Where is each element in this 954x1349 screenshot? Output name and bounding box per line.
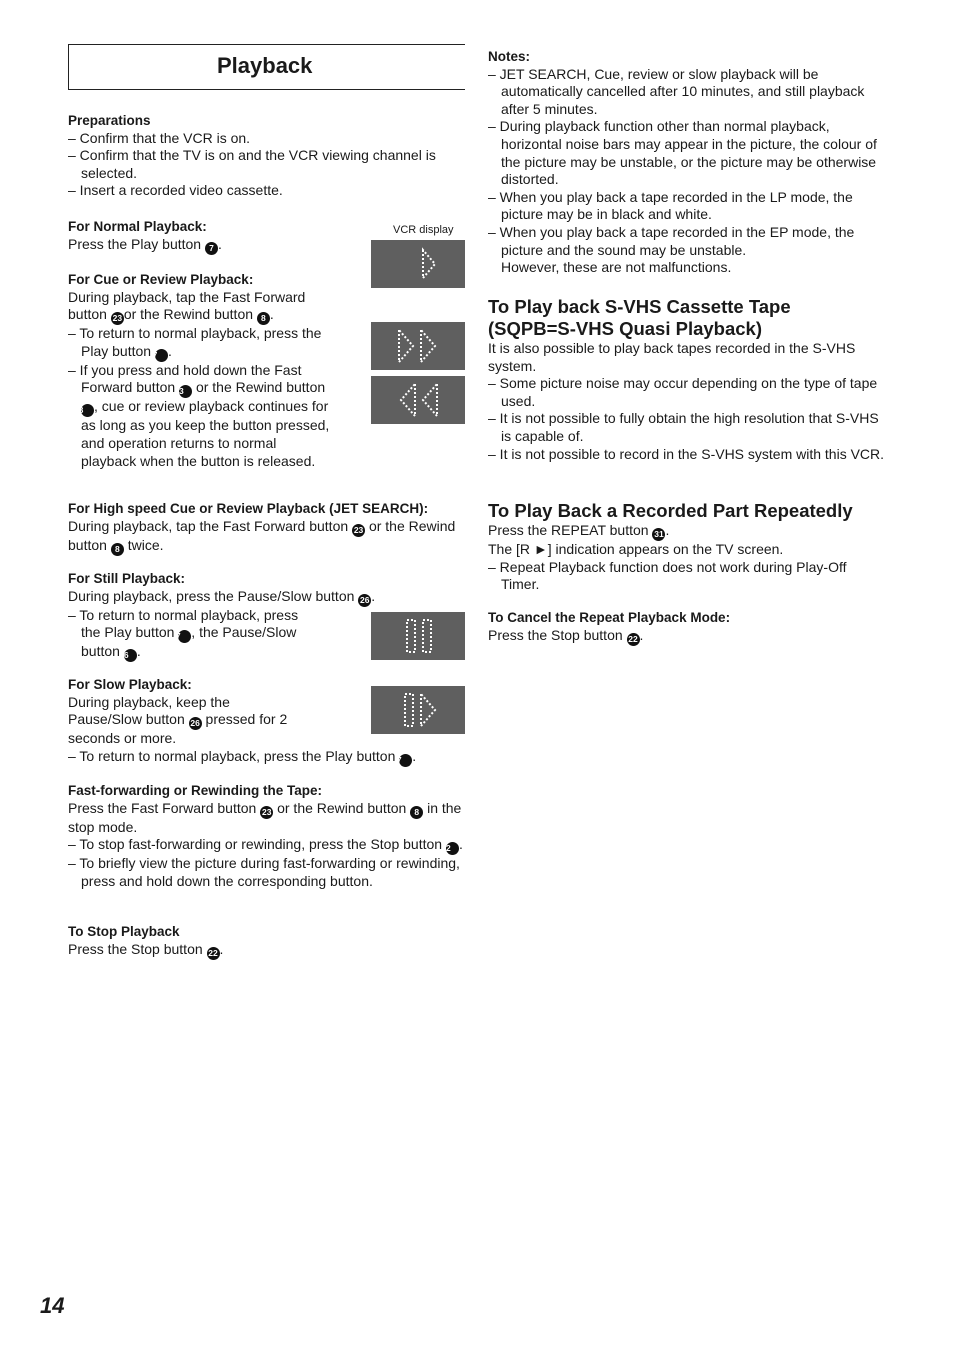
repeat-section: To Play Back a Recorded Part Repeatedly Press the REPEAT button 31 . The [R ►] indication appears on the TV screen. – Repeat Playback function does not work during Play-Off Timer.: [488, 500, 888, 594]
repeat-heading: To Play Back a Recorded Part Repeatedly: [488, 500, 853, 521]
slow-text: pressed for 2 seconds or more.: [68, 711, 288, 747]
stop-heading: To Stop Playback: [68, 924, 180, 939]
svhs-heading: To Play back S-VHS Cassette Tape (SQPB=S-VHS Quasi Playback): [488, 296, 791, 339]
ff-item: – To briefly view the picture during fast-forwarding or rewinding, press and hold down the corresponding button.: [68, 855, 460, 889]
cue-heading: For Cue or Review Playback:: [68, 272, 254, 287]
cancel-text: Press the Stop button: [488, 626, 623, 643]
note-item: – When you play back a tape recorded in the EP mode, the picture and the sound may be unstable.: [488, 223, 855, 258]
ff-button-number: 23: [353, 524, 364, 535]
still-item: – To return to normal playback, press the Play button: [68, 606, 299, 641]
cue-item: , cue or review playback continues for as long as you keep the button pressed, and operation returns to normal playback when the button is released.: [81, 398, 330, 469]
cue-text: or the Rewind button: [123, 306, 254, 323]
prep-item: – Confirm that the TV is on and the VCR viewing channel is selected.: [68, 147, 436, 181]
prep-item: – Confirm that the VCR is on.: [68, 129, 251, 146]
note-item: – During playback function other than normal playback, horizontal noise bars may appear in the picture, the colour of the picture may be unstable, or the picture may be otherwise distorted.: [488, 118, 877, 188]
cancel-heading: To Cancel the Repeat Playback Mode:: [488, 610, 731, 625]
ff-heading: Fast-forwarding or Rewinding the Tape:: [68, 783, 323, 798]
cue-item: or the Rewind button: [195, 379, 326, 396]
repeat-item: – Repeat Playback function does not work during Play-Off Timer.: [488, 558, 847, 593]
slow-text: During playback, keep the Pause/Slow button: [68, 693, 230, 728]
stop-button-number: 22: [628, 633, 638, 644]
cancel-repeat-section: To Cancel the Repeat Playback Mode: Press the Stop button 22 .: [488, 609, 888, 646]
stop-button-number: 22: [208, 947, 218, 958]
repeat-text: The [R ►] indication appears on the TV screen.: [488, 541, 784, 557]
play-display-icon: [371, 240, 465, 288]
play-button-number: 7: [205, 242, 218, 255]
title-box: [68, 44, 465, 90]
slow-heading: For Slow Playback:: [68, 677, 192, 692]
cue-text: During playback, tap the Fast Forward button: [68, 288, 306, 323]
ff-button-number: 23: [261, 806, 272, 817]
pause-button-number: 26: [360, 594, 370, 605]
play-button-number: 7: [155, 349, 168, 362]
stop-text: Press the Stop button: [68, 940, 203, 957]
svhs-section: [488, 296, 888, 463]
slow-display-icon: [371, 686, 465, 734]
normal-text: Press the Play button: [68, 235, 202, 252]
stop-button-number: 22: [446, 842, 459, 855]
rewind-button-number: 8: [111, 543, 124, 556]
cue-display-icon: [371, 322, 465, 370]
jet-text: During playback, tap the Fast Forward button: [68, 517, 349, 534]
svhs-item: – It is not possible to record in the S-VHS system with this VCR.: [488, 445, 885, 462]
note-item: – When you play back a tape recorded in the LP mode, the picture may be in black and white.: [488, 188, 853, 223]
still-item: , the Pause/Slow button: [81, 624, 297, 660]
pause-button-number: 26: [124, 649, 137, 662]
ff-button-number: 23: [179, 385, 192, 398]
ff-text: in the stop mode.: [68, 799, 462, 835]
svhs-item: – It is not possible to fully obtain the high resolution that S-VHS is capable of.: [488, 410, 879, 444]
review-display-icon: [371, 376, 465, 424]
normal-playback-section: For Normal Playback: Press the Play button 7 .: [68, 218, 368, 255]
ff-text: Press the Fast Forward button: [68, 799, 257, 816]
rewind-button-number: 8: [81, 404, 94, 417]
play-button-number: 7: [178, 630, 191, 643]
page-number: 14: [40, 1293, 65, 1318]
ff-rewind-section: Fast-forwarding or Rewinding the Tape: Press the Fast Forward button 23 or the Rewind button 8 in the stop mode. – To stop fast-forwarding or rewinding, press the Stop button 22 . – To briefly view the picture during fast-forwarding or rewinding, press and hold down the corresponding button.: [68, 782, 465, 890]
ff-item: – To stop fast-forwarding or rewinding, press the Stop button: [68, 836, 443, 853]
note-item: – JET SEARCH, Cue, review or slow playback will be automatically cancelled after 10 minutes, and still playback after 5 minutes.: [488, 65, 865, 117]
notes-heading: Notes:: [488, 49, 531, 64]
slow-playback-section: For Slow Playback: During playback, keep the Pause/Slow button 26 pressed for 2 seconds or more. – To return to normal playback, press the Play button 7 .: [68, 676, 465, 767]
ff-button-number: 23: [112, 313, 123, 324]
repeat-button-number: 31: [654, 529, 664, 539]
still-playback-section: For Still Playback: During playback, press the Pause/Slow button 26 . – To return to normal playback, press the Play button 7 , the Pause/Slow button 26 .: [68, 570, 465, 662]
ff-text: or the Rewind button: [277, 799, 407, 816]
play-button-number: 7: [399, 754, 412, 767]
still-display-icon: [371, 612, 465, 660]
stop-playback-section: To Stop Playback Press the Stop button 22 .: [68, 923, 465, 960]
rewind-button-number: 8: [257, 312, 270, 325]
notes-section: [488, 48, 888, 277]
still-text: During playback, press the Pause/Slow button: [68, 587, 355, 604]
vcr-display-label: VCR display: [393, 224, 454, 236]
prep-item: – Insert a recorded video cassette.: [68, 182, 283, 199]
prep-heading: Preparations: [68, 113, 151, 128]
slow-item: – To return to normal playback, press the Play button: [68, 747, 396, 764]
cue-item: – If you press and hold down the Fast Forward button: [68, 361, 302, 396]
svhs-item: – Some picture noise may occur depending on the type of tape used.: [488, 375, 878, 409]
svhs-text: It is also possible to play back tapes recorded in the S-VHS system.: [488, 340, 856, 374]
jet-search-section: [68, 500, 465, 556]
normal-heading: For Normal Playback:: [68, 219, 207, 234]
note-item: However, these are not malfunctions.: [501, 259, 732, 276]
still-heading: For Still Playback:: [68, 571, 186, 586]
jet-heading: For High speed Cue or Review Playback (JET SEARCH):: [68, 501, 429, 516]
jet-text: twice.: [127, 536, 164, 553]
jet-text: or the Rewind button: [68, 517, 456, 553]
cue-item: – To return to normal playback, press the Play button: [68, 325, 322, 359]
preparations-section: [68, 112, 465, 200]
cue-review-section: For Cue or Review Playback: During playback, tap the Fast Forward button 23 or the Rewind button 8 . – To return to normal playback, press the Play button 7 . – If you press and hold down the Fast Forward button 23 or the Rewind button 8 , cue or review playback continues for as long as you keep the button pressed, and operation returns to normal playback when the button is released.: [68, 271, 333, 470]
repeat-text: Press the REPEAT button: [488, 522, 649, 538]
page-title: Playback: [217, 53, 313, 78]
pause-button-number: 26: [190, 718, 200, 729]
rewind-button-number: 8: [410, 806, 423, 819]
